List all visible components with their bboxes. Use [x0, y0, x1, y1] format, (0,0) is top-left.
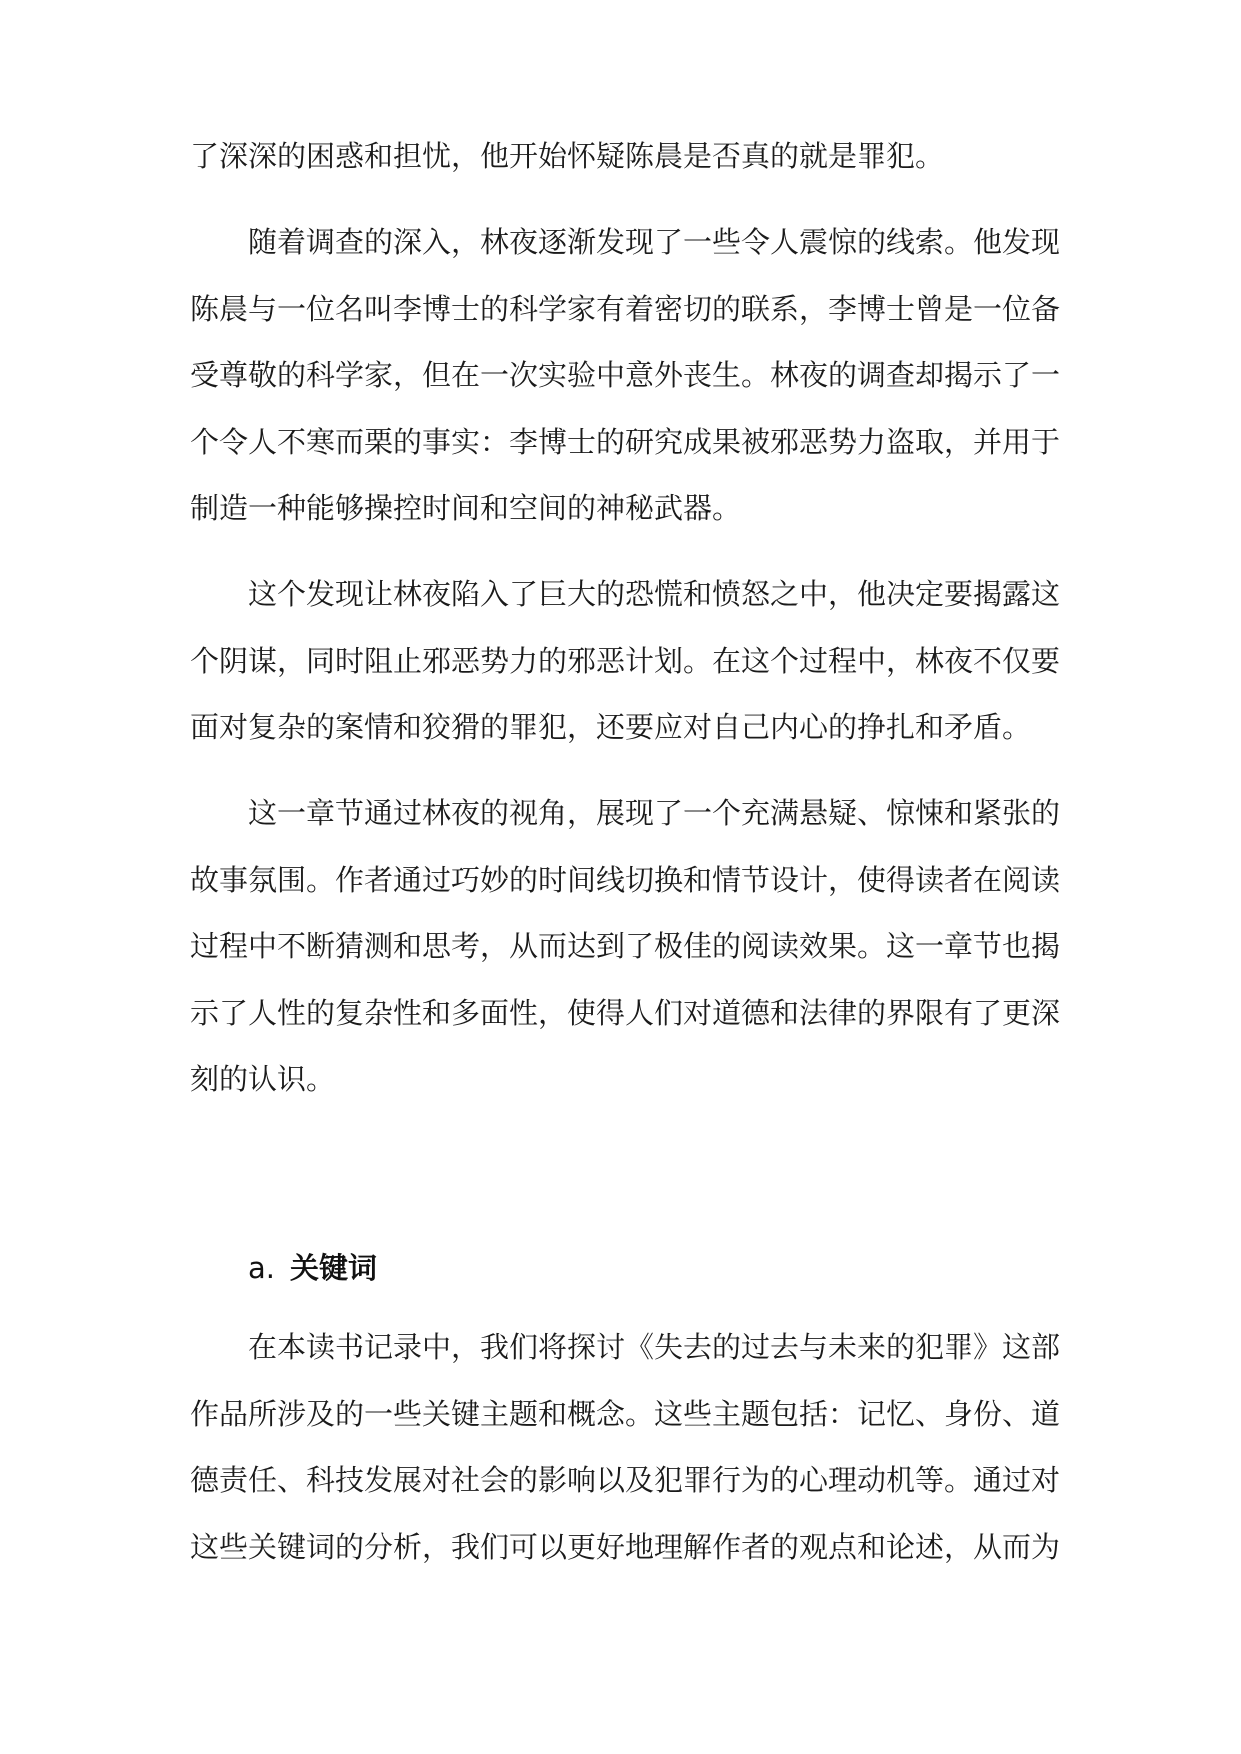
- paragraph-line: 故事氛围。作者通过巧妙的时间线切换和情节设计，使得读者在阅读: [190, 863, 1061, 897]
- paragraph-line: 随着调查的深入，林夜逐渐发现了一些令人震惊的线索。他发现: [248, 225, 1061, 259]
- paragraph-line: 个令人不寒而栗的事实：李博士的研究成果被邪恶势力盗取，并用于: [190, 425, 1061, 459]
- paragraph-line: 德责任、科技发展对社会的影响以及犯罪行为的心理动机等。通过对: [190, 1463, 1061, 1497]
- paragraph-line: 面对复杂的案情和狡猾的罪犯，还要应对自己内心的挣扎和矛盾。: [190, 710, 1032, 744]
- paragraph-line: 这一章节通过林夜的视角，展现了一个充满悬疑、惊悚和紧张的: [248, 796, 1061, 830]
- paragraph-line: 刻的认识。: [190, 1062, 336, 1096]
- paragraph-line: 受尊敬的科学家，但在一次实验中意外丧生。林夜的调查却揭示了一: [190, 358, 1061, 392]
- paragraph-line: 在本读书记录中，我们将探讨《失去的过去与未来的犯罪》这部: [248, 1330, 1061, 1364]
- paragraph-line: 个阴谋，同时阻止邪恶势力的邪恶计划。在这个过程中，林夜不仅要: [190, 644, 1061, 678]
- section-marker: a.: [248, 1251, 275, 1285]
- paragraph-line: 了深深的困惑和担忧，他开始怀疑陈晨是否真的就是罪犯。: [190, 139, 945, 173]
- section-heading: [248, 1248, 377, 1288]
- paragraph-line: 过程中不断猜测和思考，从而达到了极佳的阅读效果。这一章节也揭: [190, 929, 1061, 963]
- paragraph-line: 这个发现让林夜陷入了巨大的恐慌和愤怒之中，他决定要揭露这: [248, 577, 1061, 611]
- paragraph-line: 这些关键词的分析，我们可以更好地理解作者的观点和论述，从而为: [190, 1530, 1061, 1564]
- paragraph-line: 作品所涉及的一些关键主题和概念。这些主题包括：记忆、身份、道: [190, 1397, 1061, 1431]
- paragraph-line: 制造一种能够操控时间和空间的神秘武器。: [190, 491, 742, 525]
- section-title: 关键词: [290, 1251, 378, 1285]
- paragraph-line: 陈晨与一位名叫李博士的科学家有着密切的联系，李博士曾是一位备: [190, 292, 1061, 326]
- paragraph-line: 示了人性的复杂性和多面性，使得人们对道德和法律的界限有了更深: [190, 996, 1061, 1030]
